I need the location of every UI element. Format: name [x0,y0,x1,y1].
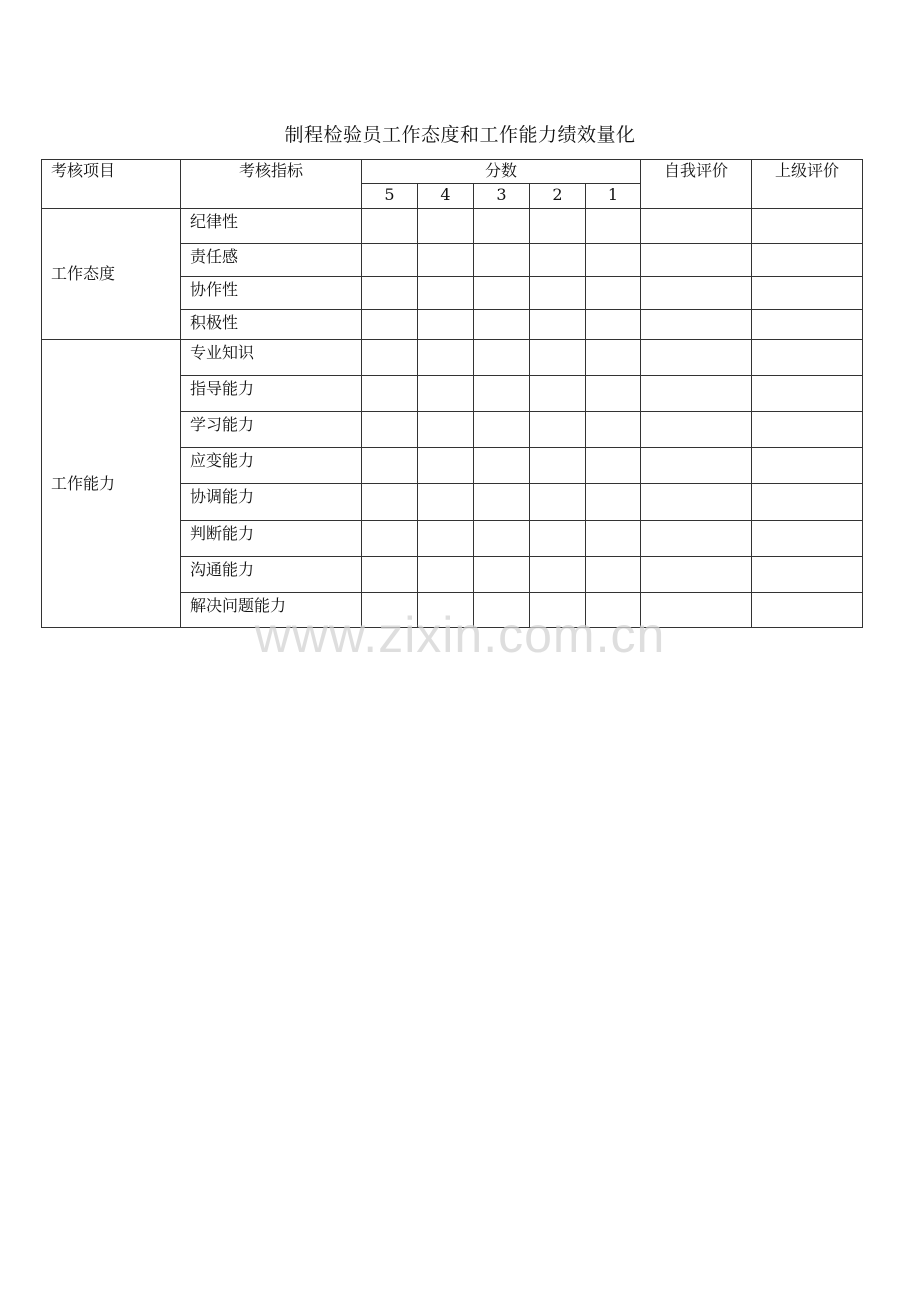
indicator-cell: 协调能力 [181,484,362,521]
score-cell-4[interactable] [418,593,474,628]
evaluation-table [41,159,863,628]
indicator-cell: 解决问题能力 [181,593,362,628]
self-eval-cell[interactable] [641,448,752,484]
score-cell-5[interactable] [362,277,418,310]
self-eval-cell[interactable] [641,484,752,521]
superior-eval-cell[interactable] [752,340,863,376]
superior-eval-cell[interactable] [752,244,863,277]
score-cell-2[interactable] [530,412,586,448]
group-work-ability: 工作能力 [42,340,181,628]
header-item: 考核项目 [42,160,181,209]
score-cell-3[interactable] [474,557,530,593]
self-eval-cell[interactable] [641,209,752,244]
superior-eval-cell[interactable] [752,484,863,521]
score-5: 5 [362,184,418,209]
score-cell-1[interactable] [586,310,641,340]
score-cell-5[interactable] [362,448,418,484]
score-cell-2[interactable] [530,557,586,593]
superior-eval-cell[interactable] [752,412,863,448]
score-3: 3 [474,184,530,209]
score-cell-1[interactable] [586,244,641,277]
score-cell-5[interactable] [362,244,418,277]
score-cell-3[interactable] [474,593,530,628]
score-cell-3[interactable] [474,521,530,557]
superior-eval-cell[interactable] [752,209,863,244]
self-eval-cell[interactable] [641,521,752,557]
score-cell-5[interactable] [362,557,418,593]
score-cell-4[interactable] [418,310,474,340]
superior-eval-cell[interactable] [752,310,863,340]
score-cell-2[interactable] [530,521,586,557]
score-cell-5[interactable] [362,412,418,448]
superior-eval-cell[interactable] [752,277,863,310]
score-cell-1[interactable] [586,277,641,310]
score-cell-4[interactable] [418,521,474,557]
score-cell-3[interactable] [474,277,530,310]
score-cell-2[interactable] [530,340,586,376]
score-4: 4 [418,184,474,209]
score-cell-4[interactable] [418,412,474,448]
indicator-cell: 积极性 [181,310,362,340]
score-cell-5[interactable] [362,340,418,376]
score-cell-1[interactable] [586,376,641,412]
document-title: 制程检验员工作态度和工作能力绩效量化 [284,124,636,146]
self-eval-cell[interactable] [641,412,752,448]
score-cell-2[interactable] [530,277,586,310]
score-cell-4[interactable] [418,277,474,310]
header-indicator: 考核指标 [181,160,362,209]
indicator-cell: 应变能力 [181,448,362,484]
indicator-cell: 判断能力 [181,521,362,557]
score-cell-1[interactable] [586,593,641,628]
score-cell-3[interactable] [474,376,530,412]
indicator-cell: 专业知识 [181,340,362,376]
superior-eval-cell[interactable] [752,448,863,484]
self-eval-cell[interactable] [641,277,752,310]
score-cell-5[interactable] [362,521,418,557]
score-1: 1 [586,184,641,209]
score-cell-3[interactable] [474,412,530,448]
score-cell-2[interactable] [530,310,586,340]
score-cell-4[interactable] [418,557,474,593]
table-row [42,209,863,244]
score-cell-2[interactable] [530,209,586,244]
score-cell-4[interactable] [418,484,474,521]
score-cell-2[interactable] [530,376,586,412]
score-cell-2[interactable] [530,593,586,628]
score-cell-4[interactable] [418,448,474,484]
self-eval-cell[interactable] [641,310,752,340]
score-cell-4[interactable] [418,244,474,277]
self-eval-cell[interactable] [641,376,752,412]
score-cell-3[interactable] [474,484,530,521]
score-cell-1[interactable] [586,521,641,557]
indicator-cell: 责任感 [181,244,362,277]
group-work-attitude: 工作态度 [42,209,181,340]
score-cell-5[interactable] [362,209,418,244]
score-cell-4[interactable] [418,209,474,244]
score-cell-1[interactable] [586,484,641,521]
self-eval-cell[interactable] [641,557,752,593]
header-row [42,160,863,184]
superior-eval-cell[interactable] [752,376,863,412]
score-cell-5[interactable] [362,484,418,521]
indicator-cell: 纪律性 [181,209,362,244]
score-cell-2[interactable] [530,244,586,277]
score-2: 2 [530,184,586,209]
score-cell-5[interactable] [362,593,418,628]
superior-eval-cell[interactable] [752,521,863,557]
table-row [42,340,863,376]
score-cell-3[interactable] [474,340,530,376]
score-cell-4[interactable] [418,376,474,412]
header-superior-eval: 上级评价 [752,160,863,209]
header-self-eval: 自我评价 [641,160,752,209]
superior-eval-cell[interactable] [752,593,863,628]
score-cell-3[interactable] [474,310,530,340]
indicator-cell: 学习能力 [181,412,362,448]
self-eval-cell[interactable] [641,340,752,376]
score-cell-5[interactable] [362,310,418,340]
score-cell-3[interactable] [474,448,530,484]
score-cell-2[interactable] [530,448,586,484]
score-cell-1[interactable] [586,448,641,484]
superior-eval-cell[interactable] [752,557,863,593]
self-eval-cell[interactable] [641,593,752,628]
self-eval-cell[interactable] [641,244,752,277]
indicator-cell: 沟通能力 [181,557,362,593]
score-cell-3[interactable] [474,244,530,277]
score-cell-4[interactable] [418,340,474,376]
score-cell-2[interactable] [530,484,586,521]
header-score: 分数 [362,160,641,184]
score-cell-1[interactable] [586,209,641,244]
indicator-cell: 协作性 [181,277,362,310]
score-cell-1[interactable] [586,340,641,376]
indicator-cell: 指导能力 [181,376,362,412]
score-cell-3[interactable] [474,209,530,244]
watermark: www.zixin.com.cn [254,607,666,663]
score-cell-5[interactable] [362,376,418,412]
score-cell-1[interactable] [586,557,641,593]
score-cell-1[interactable] [586,412,641,448]
